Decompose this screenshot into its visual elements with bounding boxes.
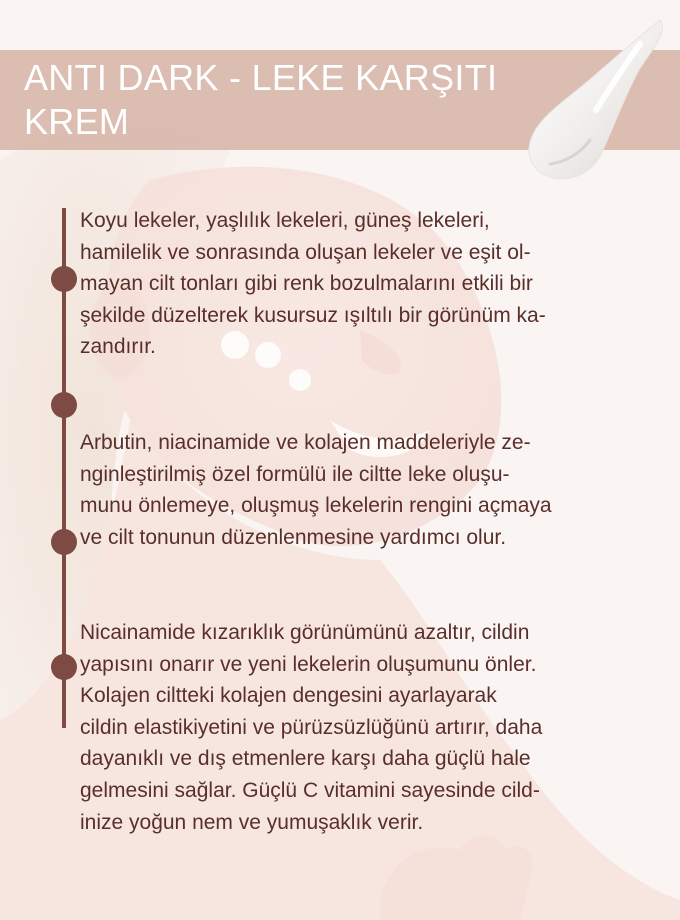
paragraph-2: Arbutin, niacinamide ve kolajen maddeleriyle ze- nginleştirilmiş özel formülü ile ciltte leke oluşu- munu önlemeye, oluşmuş lekelerin rengini açmaya ve cilt tonunun düzenlenmesine yardımcı olur. (80, 431, 552, 549)
paragraph-3: Nicainamide kızarıklık görünümünü azaltır, cildin yapısını onarır ve yeni lekelerin oluşumunu önler. Kolajen ciltteki kolajen dengesini ayarlayarak cildin elastikiyetini ve pürüzsüzlüğünü artırır, daha dayanıklı ve dış etmenlere karşı daha güçlü hale gelmesini sağlar. Güçlü C vitamini sayesinde cild- inize yoğun nem ve yumuşaklık verir. (80, 621, 543, 834)
timeline-dot (51, 266, 77, 292)
cream-swatch-icon (520, 14, 670, 184)
paragraph-1: Koyu lekeler, yaşlılık lekeleri, güneş lekeleri, hamilelik ve sonrasında oluşan lekeler ve eşit ol- mayan cilt tonları gibi renk bozulmalarını etkili bir şekilde düzelterek kusursuz ışıltılı bir görünüm ka- zandırır. (80, 209, 546, 359)
timeline-dot (51, 392, 77, 418)
page-title: ANTI DARK - LEKE KARŞITI KREM (24, 57, 498, 142)
timeline-dot (51, 654, 77, 680)
timeline-dot (51, 529, 77, 555)
